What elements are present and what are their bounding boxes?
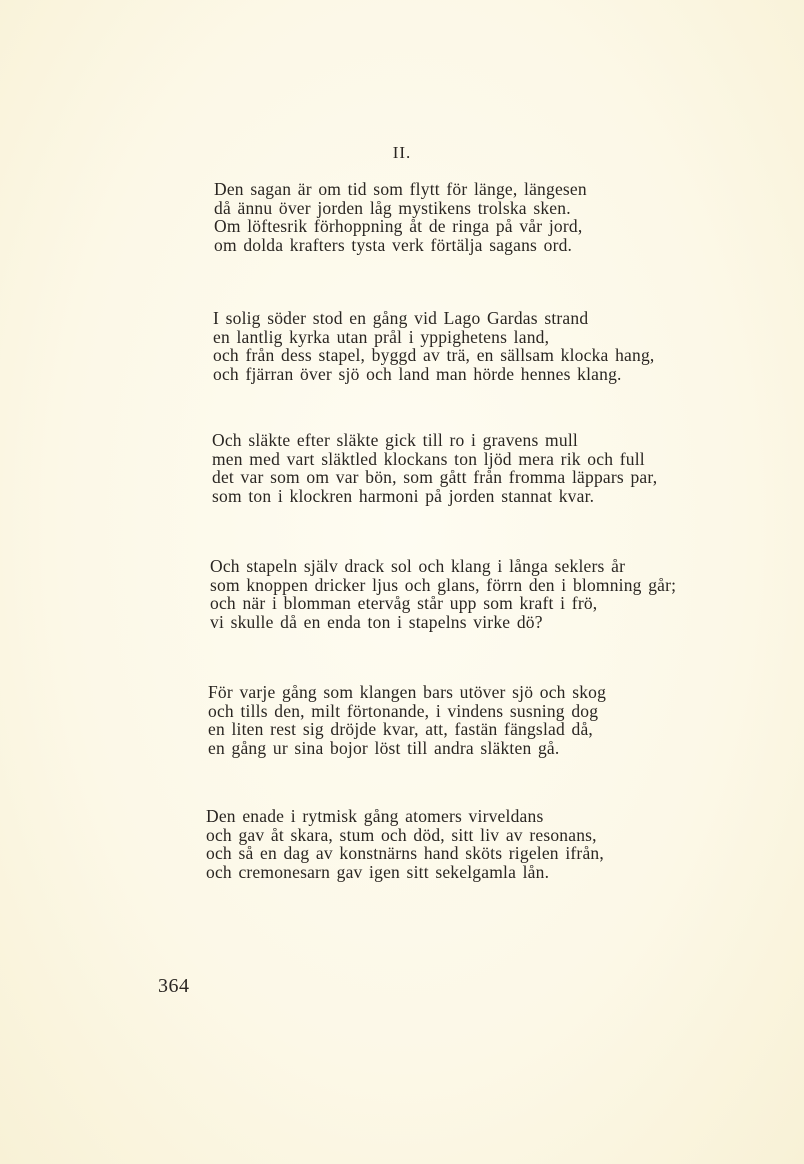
stanza-4 [210,557,676,631]
verse-line: och cremonesarn gav igen sitt sekelgamla lån. [206,861,550,882]
verse-line: Den sagan är om tid som flytt för länge, längesen [214,179,587,199]
verse-line: och från dess stapel, byggd av trä, en sällsam klocka hang, [213,345,655,365]
verse-line: då ännu över jorden låg mystikens trolska sken. [214,197,571,218]
verse-line: men med vart släktled klockans ton ljöd mera rik och full [212,448,645,469]
verse-line: och tills den, milt förtonande, i vindens susning dog [208,700,599,721]
verse-line: som ton i klockren harmoni på jorden stannat kvar. [212,485,595,506]
stanza-2 [213,309,654,383]
verse-line: en lantlig kyrka utan prål i yppighetens land, [213,326,550,347]
section-heading: II. [392,143,412,162]
stanza-5 [208,683,606,757]
verse-line: För varje gång som klangen bars utöver sjö och skog [208,682,607,702]
verse-line: vi skulle då en enda ton i stapelns virke dö? [210,611,543,632]
verse-line: och när i blomman etervåg står upp som kraft i frö, [210,593,598,613]
verse-line: det var som om var bön, som gått från fromma läppars par, [212,467,658,487]
stanza-3 [212,431,657,505]
verse-line: Om löftesrik förhoppning åt de ringa på vår jord, [214,216,583,236]
page-number: 364 [158,975,190,997]
verse-line: en liten rest sig dröjde kvar, att, fastän fängslad då, [208,719,593,739]
verse-line: och fjärran över sjö och land man hörde hennes klang. [213,363,622,384]
stanza-6 [206,807,604,881]
verse-line: Den enade i rytmisk gång atomers virveldans [206,806,544,826]
verse-line: och gav åt skara, stum och död, sitt liv av resonans, [206,824,597,845]
verse-line: om dolda krafters tysta verk förtälja sagans ord. [214,234,573,255]
stanza-1 [214,180,587,254]
verse-line: Och stapeln själv drack sol och klang i långa seklers år [210,556,626,576]
verse-line: en gång ur sina bojor löst till andra släkten gå. [208,737,560,758]
verse-line: och så en dag av konstnärns hand sköts rigelen ifrån, [206,843,604,863]
verse-line: I solig söder stod en gång vid Lago Gardas strand [213,308,589,328]
verse-line: som knoppen dricker ljus och glans, förrn den i blomning går; [210,574,677,595]
verse-line: Och släkte efter släkte gick till ro i gravens mull [212,430,578,450]
